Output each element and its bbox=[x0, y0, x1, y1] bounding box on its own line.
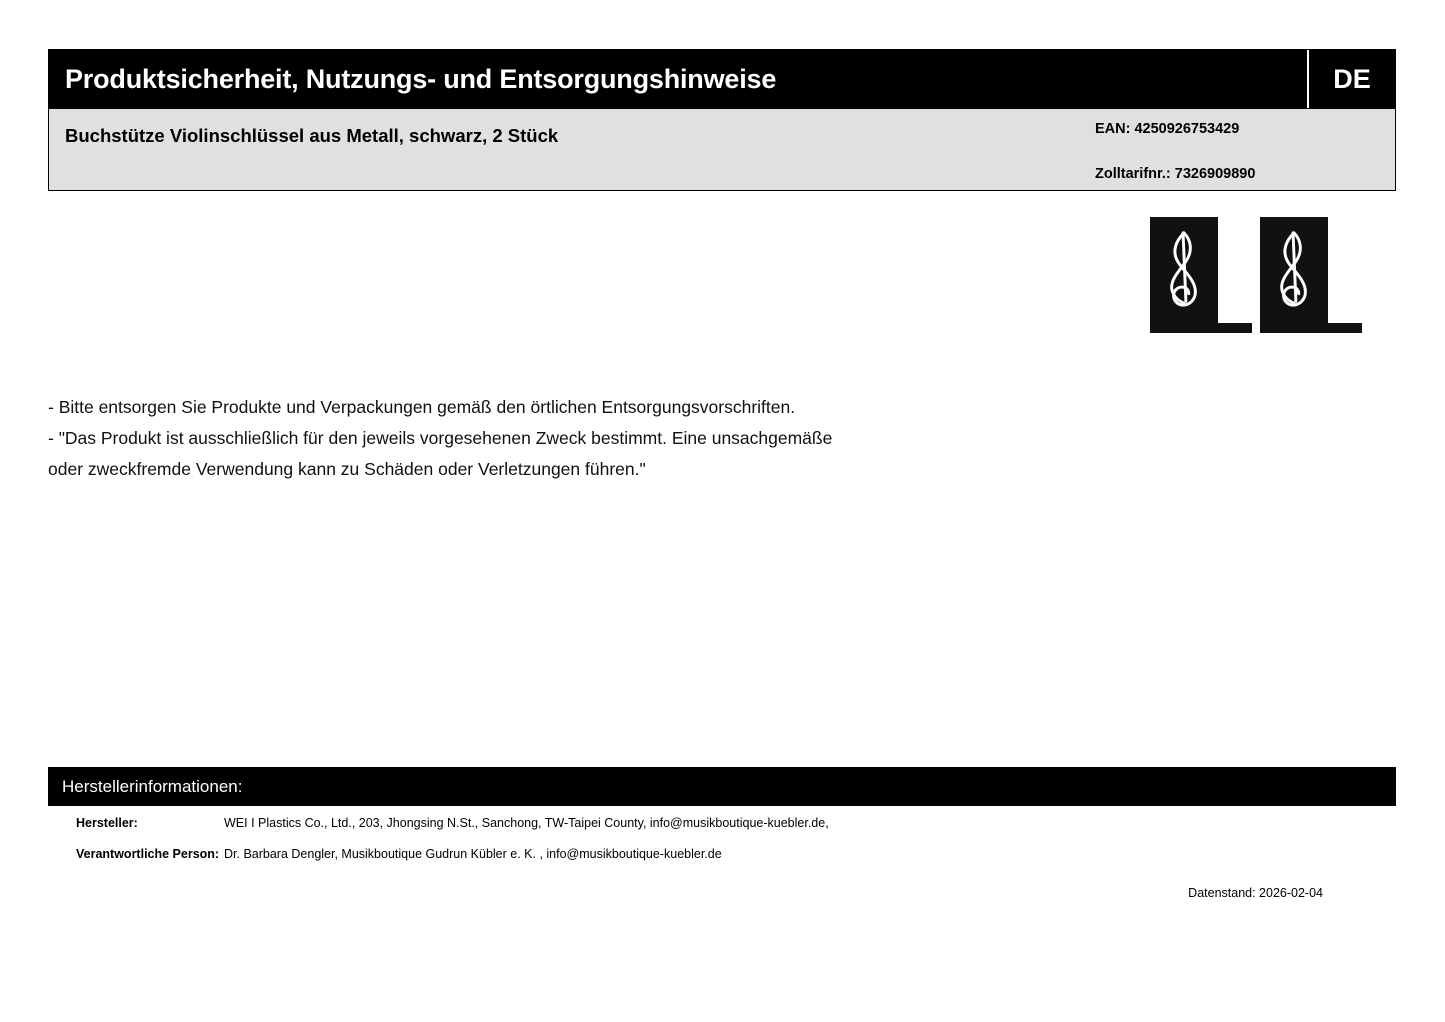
notice-line-1: - Bitte entsorgen Sie Produkte und Verpackungen gemäß den örtlichen Entsorgungsvorschriften. bbox=[48, 397, 796, 417]
manufacturer-value: WEI I Plastics Co., Ltd., 203, Jhongsing N.St., Sanchong, TW-Taipei County, info@musikboutique-kuebler.de, bbox=[224, 816, 829, 830]
datestamp: Datenstand: 2026-02-04 bbox=[1188, 886, 1323, 900]
safety-notices bbox=[48, 392, 1148, 485]
page-title: Produktsicherheit, Nutzungs- und Entsorgungshinweise bbox=[65, 63, 777, 94]
manufacturer-section-title: Herstellerinformationen: bbox=[48, 767, 1396, 806]
notice-line-2: - "Das Produkt ist ausschließlich für den jeweils vorgesehenen Zweck bestimmt. Eine unsachgemäße bbox=[48, 428, 833, 448]
customs-tariff-number: Zolltarifnr.: 7326909890 bbox=[1095, 166, 1256, 182]
bookend-treble-clef-icon bbox=[1140, 215, 1370, 345]
document-header bbox=[48, 49, 1396, 191]
header-subtitle-bar bbox=[49, 108, 1395, 190]
language-badge: DE bbox=[1307, 50, 1395, 108]
ean-code: EAN: 4250926753429 bbox=[1095, 121, 1240, 137]
product-name: Buchstütze Violinschlüssel aus Metall, schwarz, 2 Stück bbox=[65, 125, 559, 146]
product-codes bbox=[1095, 109, 1395, 190]
manufacturer-details bbox=[48, 816, 1396, 878]
responsible-person-value: Dr. Barbara Dengler, Musikboutique Gudrun Kübler e. K. , info@musikboutique-kuebler.de bbox=[224, 847, 722, 861]
table-row bbox=[48, 847, 1396, 861]
product-image bbox=[1140, 215, 1370, 345]
responsible-person-label: Verantwortliche Person: bbox=[76, 847, 220, 861]
table-row bbox=[48, 816, 1396, 830]
manufacturer-label: Hersteller: bbox=[76, 816, 138, 830]
header-title-bar bbox=[49, 50, 1395, 108]
notice-line-3: oder zweckfremde Verwendung kann zu Schäden oder Verletzungen führen." bbox=[48, 459, 646, 479]
